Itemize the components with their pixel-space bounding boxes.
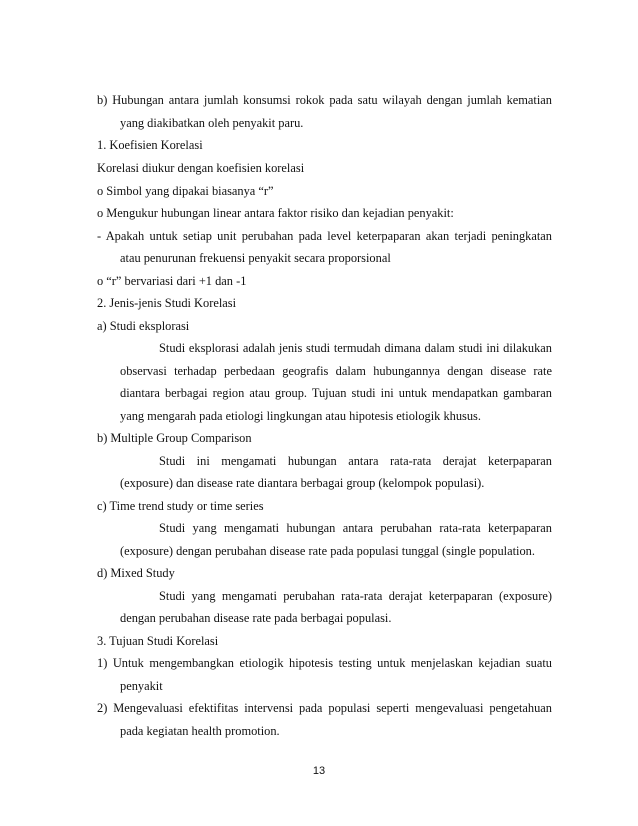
subheading: a) Studi eksplorasi: [97, 319, 190, 333]
text-line: diantara berbagai region atau group. Tujuan studi ini untuk mendapatkan gambaran: [120, 386, 552, 400]
bullet-item: o Simbol yang dipakai biasanya “r”: [97, 184, 274, 198]
text-line: dengan perubahan disease rate pada berbagai populasi.: [120, 611, 392, 625]
text-line: - Apakah untuk setiap unit perubahan pada level keterpaparan akan terjadi peningkatan: [97, 229, 552, 243]
text-line: 1) Untuk mengembangkan etiologik hipotesis testing untuk menjelaskan kejadian suatu: [97, 656, 552, 670]
text-line: atau penurunan frekuensi penyakit secara proporsional: [120, 251, 391, 265]
section-heading: 1. Koefisien Korelasi: [97, 138, 203, 152]
section-heading: 2. Jenis-jenis Studi Korelasi: [97, 296, 237, 310]
text-line: pada kegiatan health promotion.: [120, 724, 280, 738]
page-number: 13: [312, 765, 326, 777]
section-heading: 3. Tujuan Studi Korelasi: [97, 634, 219, 648]
text-line: Studi ini mengamati hubungan antara rata-rata derajat keterpaparan: [159, 454, 552, 468]
text-line: penyakit: [120, 679, 163, 693]
text-line: 2) Mengevaluasi efektifitas intervensi pada populasi seperti mengevaluasi pengetahuan: [97, 701, 552, 715]
text-line: Studi yang mengamati perubahan rata-rata derajat keterpaparan (exposure): [159, 589, 552, 603]
text-line: Studi yang mengamati hubungan antara perubahan rata-rata keterpaparan: [159, 521, 552, 535]
text-line: Studi eksplorasi adalah jenis studi termudah dimana dalam studi ini dilakukan: [159, 341, 552, 355]
text-line: observasi terhadap perbedaan geografis dalam hubungannya dengan disease rate: [120, 364, 552, 378]
subheading: b) Multiple Group Comparison: [97, 431, 252, 445]
bullet-item: o “r” bervariasi dari +1 dan -1: [97, 274, 247, 288]
text-line: yang mengarah pada etiologi lingkungan atau hipotesis etiologik khusus.: [120, 409, 481, 423]
text-line: (exposure) dan disease rate diantara berbagai group (kelompok populasi).: [120, 476, 485, 490]
subheading: d) Mixed Study: [97, 566, 175, 580]
bullet-item: o Mengukur hubungan linear antara faktor risiko dan kejadian penyakit:: [97, 206, 454, 220]
subheading: c) Time trend study or time series: [97, 499, 264, 513]
text-line: b) Hubungan antara jumlah konsumsi rokok pada satu wilayah dengan jumlah kematian: [97, 93, 552, 107]
text-line: (exposure) dengan perubahan disease rate pada populasi tunggal (single population.: [120, 544, 535, 558]
text-line: yang diakibatkan oleh penyakit paru.: [120, 116, 304, 130]
text-line: Korelasi diukur dengan koefisien korelasi: [97, 161, 305, 175]
